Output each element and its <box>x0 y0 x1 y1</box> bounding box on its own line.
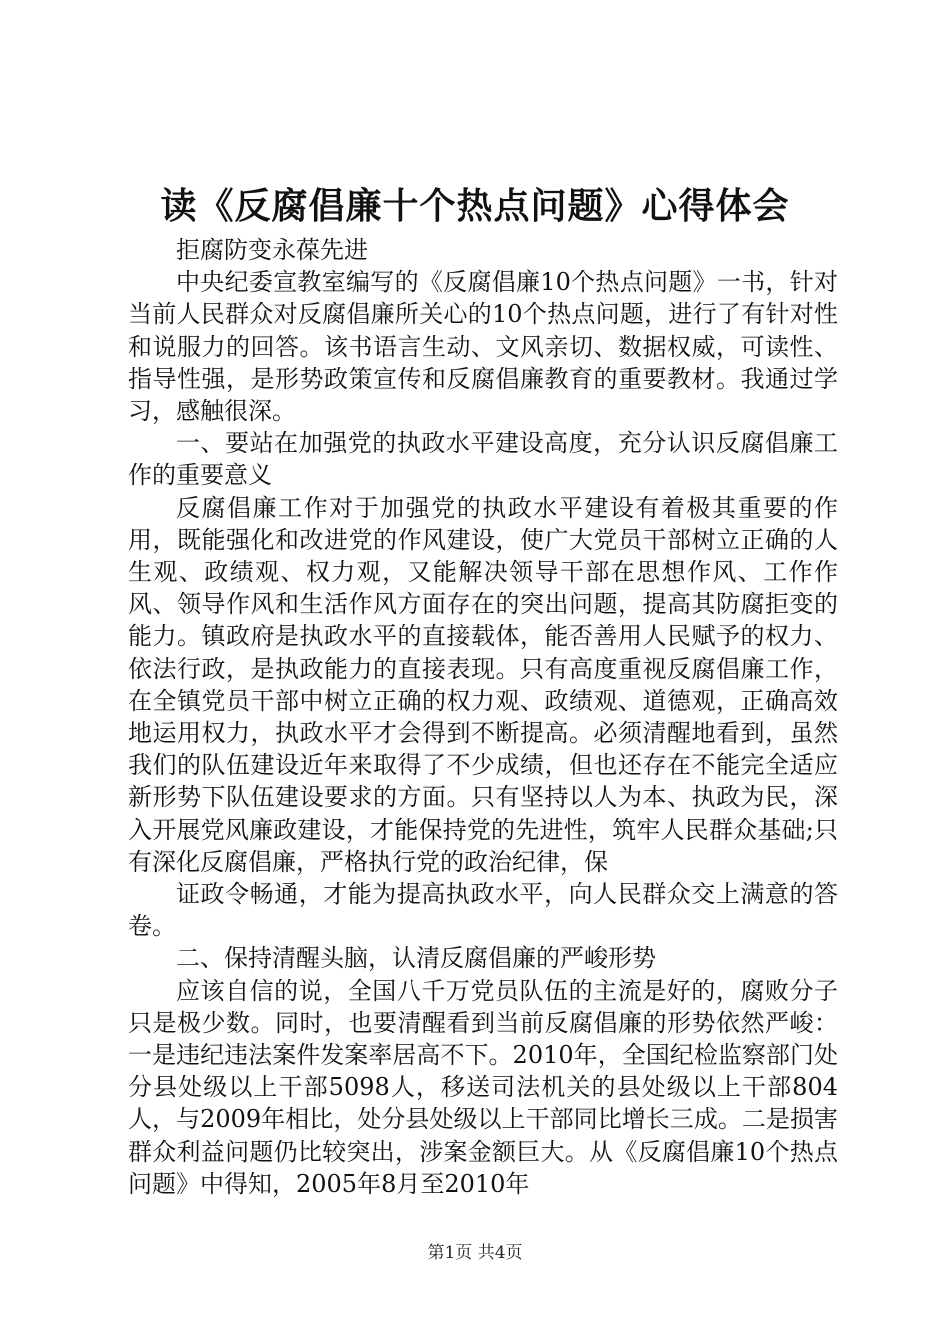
document-title: 读《反腐倡廉十个热点问题》心得体会 <box>160 185 790 227</box>
page-number-footer: 第1页 共4页 <box>427 1243 523 1263</box>
subtitle-paragraph: 拒腐防变永葆先进 <box>176 236 368 264</box>
section-one-paragraph: 反腐倡廉工作对于加强党的执政水平建设有着极其重要的作用，既能强化和改进党的作风建设，使广大党员干部树立正确的人生观、政绩观、权力观，又能解决领导干部在思想作风、工作作风、领导作风和生活作风方面存在的突出问题，提高其防腐拒变的能力。镇政府是执政水平的直接载体，能否善用人民赋予的权力、依法行政，是执政能力的直接表现。只有高度重视反腐倡廉工作，在全镇党员干部中树立正确的权力观、政绩观、道德观，正确高效地运用权力，执政水平才会得到不断提高。必须清醒地看到，虽然我们的队伍建设近年来取得了不少成绩，但也还存在不能完全适应新形势下队伍建设要求的方面。只有坚持以人为本、执政为民，深入开展党风廉政建设，才能保持党的先进性，筑牢人民群众基础;只有深化反腐倡廉，严格执行党的政治纪律，保 <box>128 493 838 876</box>
section-heading-one: 一、要站在加强党的执政水平建设高度，充分认识反腐倡廉工作的重要意义 <box>128 429 838 490</box>
section-one-continuation: 证政令畅通，才能为提高执政水平，向人民群众交上满意的答卷。 <box>128 880 838 941</box>
section-heading-two: 二、保持清醒头脑，认清反腐倡廉的严峻形势 <box>176 944 656 973</box>
intro-paragraph: 中央纪委宣教室编写的《反腐倡廉10个热点问题》一书，针对当前人民群众对反腐倡廉所关心的10个热点问题，进行了有针对性和说服力的回答。该书语言生动、文风亲切、数据权威，可读性、指导性强，是形势政策宣传和反腐倡廉教育的重要教材。我通过学习，感触很深。 <box>128 268 838 426</box>
document-body <box>128 234 838 1200</box>
section-two-paragraph: 应该自信的说，全国八千万党员队伍的主流是好的，腐败分子只是极少数。同时，也要清醒看到当前反腐倡廉的形势依然严峻：一是违纪违法案件发案率居高不下。2010年，全国纪检监察部门处分县处级以上干部5098人，移送司法机关的县处级以上干部804人，与2009年相比，处分县处级以上干部同比增长三成。二是损害群众利益问题仍比较突出，涉案金额巨大。从《反腐倡廉10个热点问题》中得知，2005年8月至2010年 <box>128 976 838 1198</box>
